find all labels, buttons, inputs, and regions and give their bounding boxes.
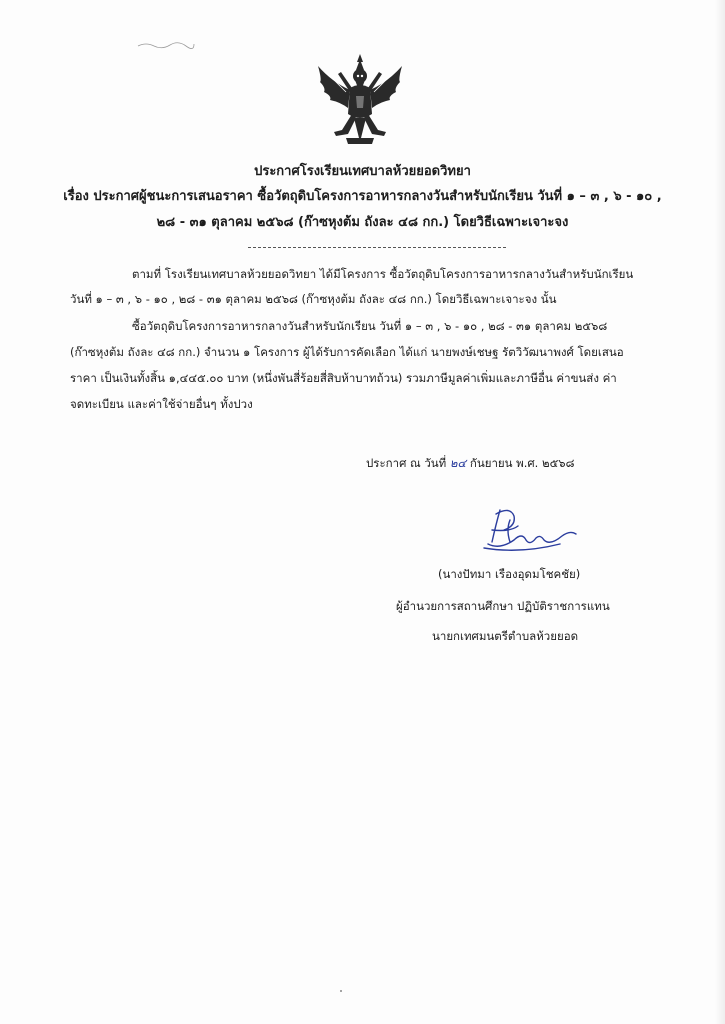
signatory-position-2: นายกเทศมนตรีตำบลห้วยยอด: [432, 629, 579, 643]
subject-line-2: ๒๘ - ๓๑ ตุลาคม ๒๕๖๘ (ก๊าซหุงต้ม ถังละ ๔๘ กก.) โดยวิธีเฉพาะเจาะจง: [156, 215, 569, 230]
date-suffix: กันยายน พ.ศ. ๒๕๖๘: [469, 456, 575, 470]
handwritten-day: ๒๔: [449, 456, 467, 470]
scan-speck: [340, 990, 342, 992]
paragraph-2-line-2: (ก๊าซหุงต้ม ถังละ ๔๘ กก.) จำนวน ๑ โครงการ ผู้ได้รับการคัดเลือก ได้แก่ นายพงษ์เชษฐ รัตวิวัฒนาพงศ์ โดยเสนอ: [70, 345, 624, 359]
announcement-date: [366, 455, 574, 471]
pencil-mark: [136, 40, 196, 50]
paragraph-2-line-1: ซื้อวัตถุดิบโครงการอาหารกลางวันสำหรับนักเรียน วันที่ ๑ – ๓ , ๖ - ๑๐ , ๒๘ - ๓๑ ตุลาคม ๒๕๖๘: [132, 319, 608, 333]
signatory-name: (นางปัทมา เรืองอุดมโชคชัย): [438, 567, 581, 581]
paragraph-1-line-1: ตามที่ โรงเรียนเทศบาลห้วยยอดวิทยา ได้มีโครงการ ซื้อวัตถุดิบโครงการอาหารกลางวันสำหรับนักเรียน: [132, 267, 634, 281]
announcement-title: ประกาศโรงเรียนเทศบาลห้วยยอดวิทยา: [254, 164, 471, 179]
handwritten-signature: [470, 500, 580, 560]
paragraph-1-line-2: วันที่ ๑ – ๓ , ๖ - ๑๐ , ๒๘ - ๓๑ ตุลาคม ๒๕๖๘ (ก๊าซหุงต้ม ถังละ ๔๘ กก.) โดยวิธีเฉพาะเจาะจง นั้น: [70, 292, 557, 306]
subject-line-1: เรื่อง ประกาศผู้ชนะการเสนอราคา ซื้อวัตถุดิบโครงการอาหารกลางวันสำหรับนักเรียน วันที่ ๑ – ๓ , ๖ - ๑๐ ,: [63, 189, 662, 204]
paragraph-2-line-3: ราคา เป็นเงินทั้งสิ้น ๑,๔๔๕.๐๐ บาท (หนึ่งพันสี่ร้อยสี่สิบห้าบาทถ้วน) รวมภาษีมูลค่าเพิ่มและภาษีอื่น ค่าขนส่ง ค่า: [70, 371, 617, 385]
separator-rule: [248, 247, 506, 248]
paragraph-2-line-4: จดทะเบียน และค่าใช้จ่ายอื่นๆ ทั้งปวง: [70, 397, 253, 411]
signatory-position-1: ผู้อำนวยการสถานศึกษา ปฏิบัติราชการแทน: [396, 599, 610, 613]
garuda-emblem-icon: [312, 52, 408, 148]
date-prefix: ประกาศ ณ วันที่: [366, 456, 447, 470]
scan-edge: [715, 0, 725, 1024]
